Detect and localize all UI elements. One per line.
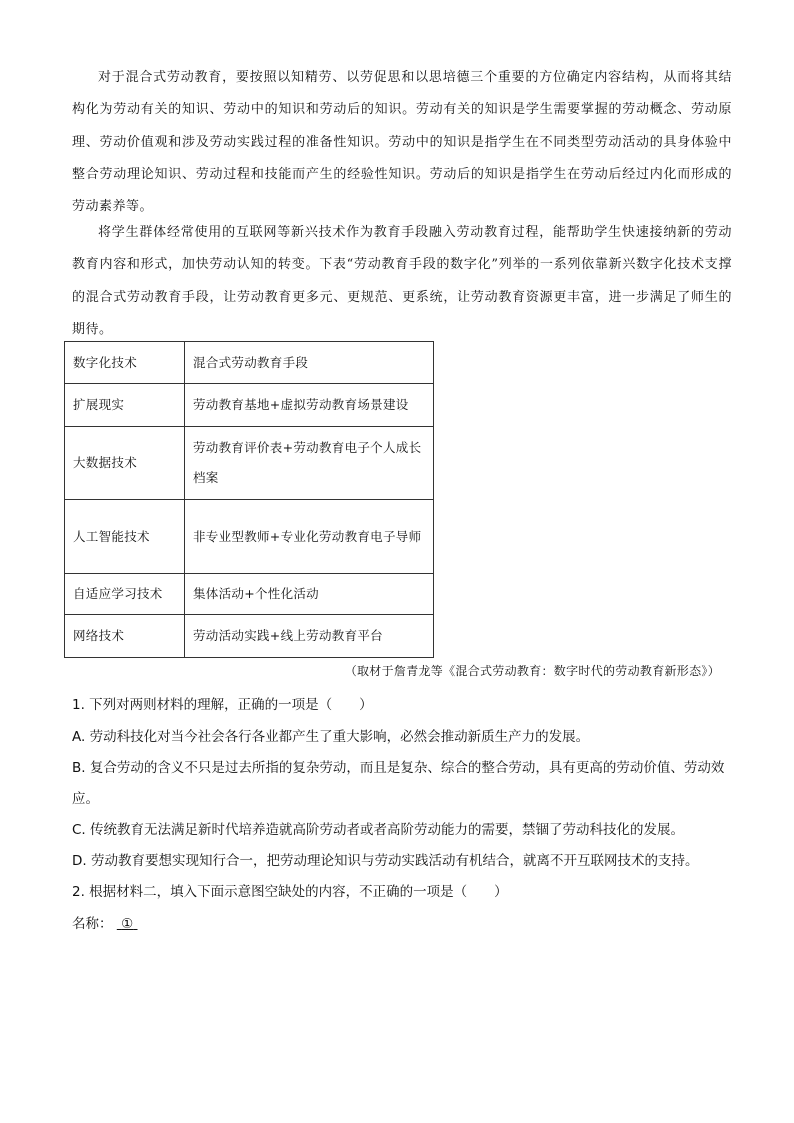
passage-paragraph-1: 对于混合式劳动教育，要按照以知精劳、以劳促思和以思培德三个重要的方位确定内容结构，从而将其结构化为劳动有关的知识、劳动中的知识和劳动后的知识。劳动有关的知识是学生需要掌握的劳动概念、劳动原理、劳动价值观和涉及劳动实践过程的准备性知识。劳动中的知识是指学生在不同类型劳动活动的具身体验中整合劳动理论知识、劳动过程和技能而产生的经验性知识。劳动后的知识是指学生在劳动后经过内化而形成的劳动素养等。 (72, 70, 732, 215)
table-row (65, 384, 434, 427)
table-row (65, 615, 434, 658)
table-cell: 自适应学习技术 (65, 574, 185, 615)
table-cell: 劳动教育评价表+劳动教育电子个人成长档案 (185, 427, 434, 500)
table-cell: 扩展现实 (65, 384, 185, 427)
blank-marker (117, 916, 138, 932)
blank-mark: ① (121, 916, 134, 932)
table-cell: 人工智能技术 (65, 500, 185, 574)
table-cell: 混合式劳动教育手段 (185, 342, 434, 384)
table-cell: 集体活动+个性化活动 (185, 574, 434, 615)
table-row (65, 500, 434, 574)
digital-labor-education-table (64, 341, 434, 658)
table-header-row (65, 342, 434, 384)
question-1-option-d[interactable]: D. 劳动教育要想实现知行合一，把劳动理论知识与劳动实践活动有机结合，就离不开互联网技术的支持。 (72, 853, 699, 869)
question-1-option-b[interactable]: B. 复合劳动的含义不只是过去所指的复杂劳动，而且是复杂、综合的整合劳动，具有更高的劳动价值、劳动效应。 (72, 760, 725, 807)
question-1-option-c[interactable]: C. 传统教育无法满足新时代培养造就高阶劳动者或者高阶劳动能力的需要，禁锢了劳动科技化的发展。 (72, 822, 685, 838)
table-cell: 数字化技术 (65, 342, 185, 384)
source-citation: （取材于詹青龙等《混合式劳动教育：数字时代的劳动教育新形态》） (344, 664, 720, 678)
table-cell: 大数据技术 (65, 427, 185, 500)
question-2-stem: 2. 根据材料二，填入下面示意图空缺处的内容，不正确的一项是（ ） (72, 884, 508, 900)
table-row (65, 427, 434, 500)
passage-paragraph-2: 将学生群体经常使用的互联网等新兴技术作为教育手段融入劳动教育过程，能帮助学生快速接纳新的劳动教育内容和形式，加快劳动认知的转变。下表“劳动教育手段的数字化”列举的一系列依靠新兴数字化技术支撑的混合式劳动教育手段，让劳动教育更多元、更规范、更系统，让劳动教育资源更丰富，进一步满足了师生的期待。 (72, 225, 732, 337)
table-cell: 非专业型教师+专业化劳动教育电子导师 (185, 500, 434, 574)
blank-label: 名称： (72, 916, 113, 932)
question-1-option-a[interactable]: A. 劳动科技化对当今社会各行各业都产生了重大影响，必然会推动新质生产力的发展。 (72, 729, 590, 745)
table-cell: 劳动教育基地+虚拟劳动教育场景建设 (185, 384, 434, 427)
table-row (65, 574, 434, 615)
table-cell: 网络技术 (65, 615, 185, 658)
table-cell: 劳动活动实践+线上劳动教育平台 (185, 615, 434, 658)
question-1-stem: 1. 下列对两则材料的理解，正确的一项是（ ） (72, 697, 373, 713)
diagram-blank-line (72, 909, 734, 940)
